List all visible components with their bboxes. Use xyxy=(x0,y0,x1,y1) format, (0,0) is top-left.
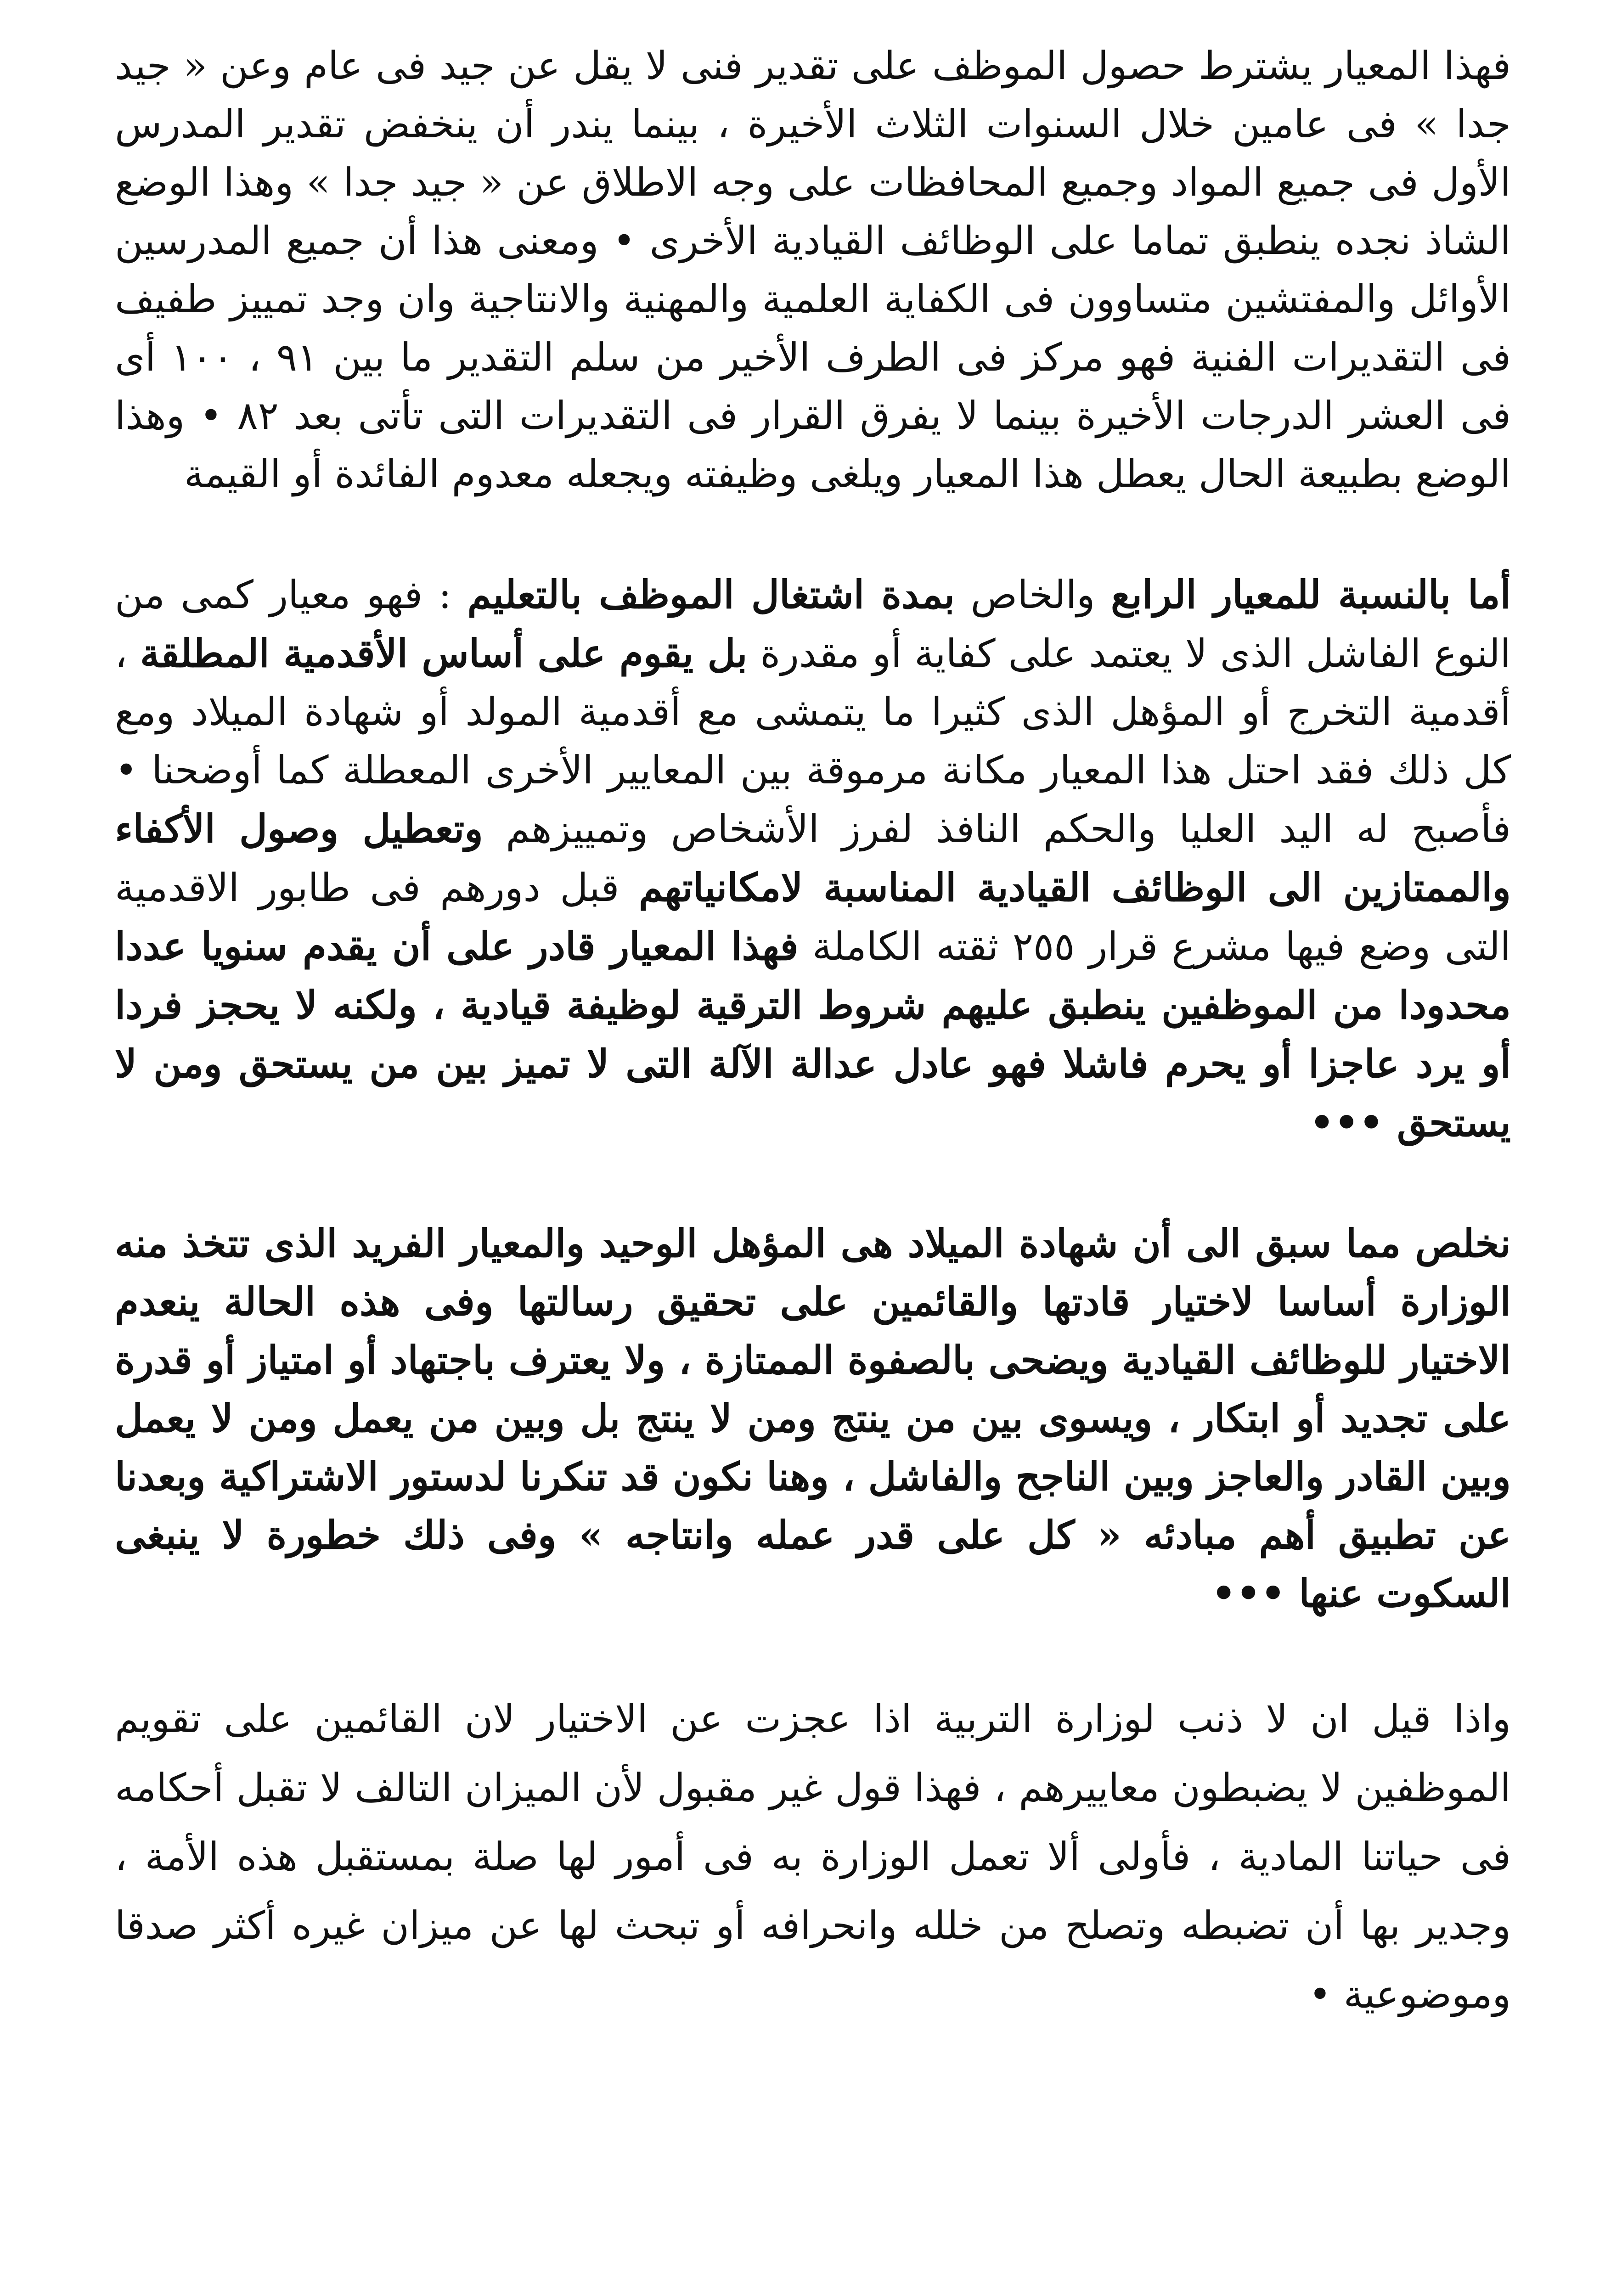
paragraph-text: قبل دورهم فى طابور الاقدمية التى وضع فيها مشرع قرار ٢٥٥ ثقته الكاملة xyxy=(115,865,1511,969)
paragraph-emphasis-bold: فهذا المعيار قادر على أن يقدم سنويا عددا محدودا من الموظفين ينطبق عليهم شروط الترقية لوظيفة قيادية ، ولكنه لا يحجز فردا أو يرد عاجزا أو يحرم فاشلا فهو عادل عدالة الآلة التى لا تميز بين من يستحق ومن لا يستحق ••• xyxy=(115,923,1511,1145)
paragraph-conclusion xyxy=(115,1214,1511,1622)
paragraph-text: ، أقدمية التخرج أو المؤهل الذى كثيرا ما يتمشى مع أقدمية المولد أو شهادة الميلاد ومع كل ذلك فقد احتل هذا المعيار مكانة مرموقة بين المعايير الأخرى المعطلة كما أوضحنا • فأصبح له اليد العليا والحكم النافذ لفرز الأشخاص وتمييزهم xyxy=(115,631,1511,851)
paragraph-text: نخلص مما سبق الى أن شهادة الميلاد هى المؤهل الوحيد والمعيار الفريد الذى تتخذ منه الوزارة أساسا لاختيار قادتها والقائمين على تحقيق رسالتها وفى هذه الحالة ينعدم الاختيار للوظائف القيادية ويضحى بالصفوة الممتازة ، ولا يعترف باجتهاد أو امتياز أو قدرة على تجديد أو ابتكار ، ويسوى بين من ينتج ومن لا ينتج بل وبين من يعمل ومن لا يعمل وبين القادر والعاجز وبين الناجح والفاشل ، وهنا نكون قد تنكرنا لدستور الاشتراكية وبعدنا عن تطبيق أهم مبادئه « كل على قدر عمله وانتاجه » وفى ذلك خطورة لا ينبغى السكوت عنها ••• xyxy=(115,1221,1511,1616)
paragraph-text: واذا قيل ان لا ذنب لوزارة التربية اذا عجزت عن الاختيار لان القائمين على تقويم الموظفين لا يضبطون معاييرهم ، فهذا قول غير مقبول لأن الميزان التالف لا تقبل أحكامه فى حياتنا المادية ، فأولى ألا تعمل الوزارة به فى أمور لها صلة بمستقبل هذه الأمة ، وجدير بها أن تضبطه وتصلح من خلله وانحرافه أو تبحث لها عن ميزان غيره أكثر صدقا وموضوعية • xyxy=(115,1696,1511,2017)
paragraph-emphasis-bold: وتعطيل وصول الأكفاء والممتازين الى الوظائف القيادية المناسبة لامكانياتهم xyxy=(115,806,1511,910)
paragraph-emphasis-bold: بمدة اشتغال الموظف بالتعليم xyxy=(467,572,955,617)
paragraph-text: والخاص xyxy=(955,572,1111,617)
paragraph-text: : فهو معيار كمى من النوع الفاشل الذى لا يعتمد على كفاية أو مقدرة xyxy=(115,572,1511,676)
paragraph-heading-bold: أما بالنسبة للمعيار الرابع xyxy=(1111,572,1511,617)
paragraph-evaluation-criterion xyxy=(115,37,1511,503)
paragraph-emphasis-bold: بل يقوم على أساس الأقدمية المطلقة xyxy=(140,630,748,676)
paragraph-ministry-responsibility xyxy=(115,1684,1511,2029)
page-body-text xyxy=(115,37,1511,2029)
paragraph-fourth-criterion xyxy=(115,565,1511,1152)
paragraph-text: فهذا المعيار يشترط حصول الموظف على تقدير فنى لا يقل عن جيد فى عام وعن « جيد جدا » فى عامين خلال السنوات الثلاث الأخيرة ، بينما يندر أن ينخفض تقدير المدرس الأول فى جميع المواد وجميع المحافظات على وجه الاطلاق عن « جيد جدا » وهذا الوضع الشاذ نجده ينطبق تماما على الوظائف القيادية الأخرى • ومعنى هذا أن جميع المدرسين الأوائل والمفتشين متساوون فى الكفاية العلمية والمهنية والانتاجية وان وجد تمييز طفيف فى التقديرات الفنية فهو مركز فى الطرف الأخير من سلم التقدير ما بين ٩١ ، ١٠٠ أى فى العشر الدرجات الأخيرة بينما لا يفرق القرار فى التقديرات التى تأتى بعد ٨٢ • وهذا الوضع بطبيعة الحال يعطل هذا المعيار ويلغى وظيفته ويجعله معدوم الفائدة أو القيمة xyxy=(115,43,1511,496)
